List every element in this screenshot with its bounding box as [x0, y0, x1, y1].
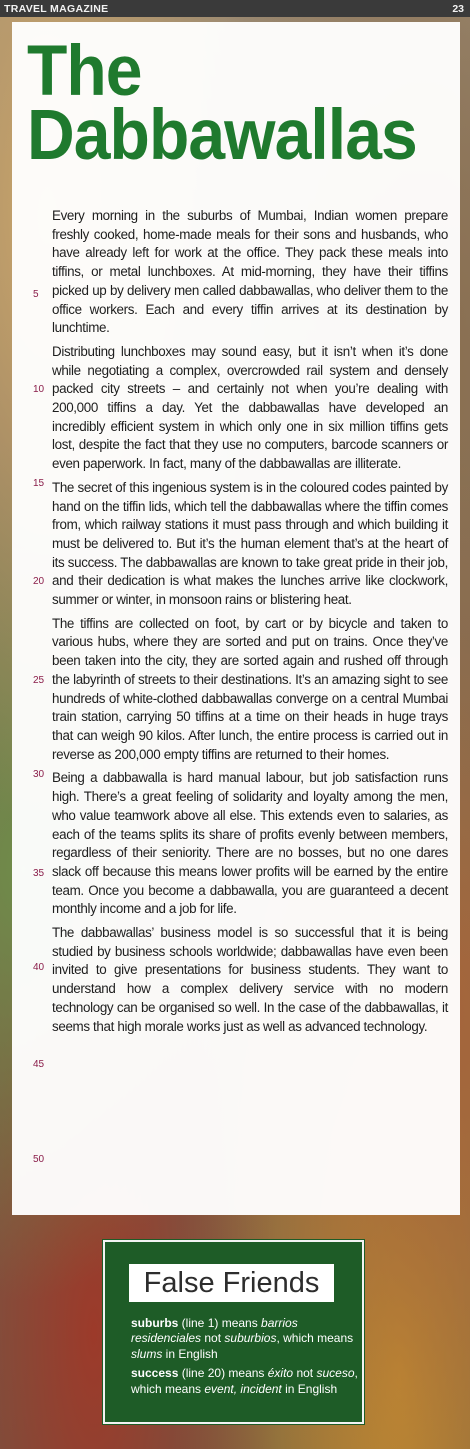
- line-number: 10: [33, 384, 45, 395]
- entry-text: (line 1) means: [178, 1316, 262, 1330]
- line-number: 5: [33, 289, 39, 300]
- spanish-false-friend: suceso: [316, 1366, 355, 1381]
- false-friend-term: success: [131, 1366, 179, 1381]
- article-body: [52, 207, 448, 1041]
- spanish-meaning: barrios residenciales: [131, 1316, 298, 1346]
- false-friend-entry: [131, 1366, 359, 1397]
- entry-text: in English: [281, 1381, 338, 1396]
- false-friends-box: [103, 1240, 364, 1424]
- entry-text: , which means: [276, 1331, 354, 1346]
- entry-text: (line 20) means: [178, 1366, 268, 1381]
- line-number: 50: [33, 1154, 45, 1165]
- page-number: 23: [452, 2, 464, 15]
- entry-text: in English: [162, 1346, 218, 1361]
- false-friend-term: suburbs: [131, 1316, 179, 1330]
- english-meaning: event, incident: [204, 1381, 282, 1396]
- article-paragraph: The tiffins are collected on foot, by cart or by bicycle and taken to various hubs, where they are sorted and put on trains. Once they’ve been taken into the city, they are sorted again and rushed off through the labyrinth of streets to their destinations. It’s an amazing sight to see hundreds of white-clothed dabbawallas converge on a central Mumbai train station, carrying 50 tiffins at a time on their heads in huge trays that can weigh 90 kilos. After lunch, the entire process is carried out in reverse as 200,000 empty tiffins are returned to their homes.: [52, 615, 448, 762]
- article-title: [27, 32, 418, 175]
- article-paragraph: Distributing lunchboxes may sound easy, but it isn’t when it’s done while negotiating a complex, overcrowded rail system and densely packed city streets – and certainly not when you’re dealing with 200,000 tiffins a day. Yet the dabbawallas have developed an incredibly efficient system in which only one in six million tiffins gets lost, despite the fact that they use no computers, barcode scanners or even paperwork. In fact, many of the dabbawallas are illiterate.: [52, 343, 448, 472]
- line-number: 40: [33, 962, 45, 973]
- title-line-1: The: [27, 32, 142, 111]
- entry-text: , which means: [131, 1366, 358, 1396]
- false-friend-entry: [131, 1316, 359, 1362]
- line-number: 45: [33, 1059, 45, 1070]
- magazine-name: TRAVEL MAGAZINE: [4, 2, 109, 15]
- entry-text: not: [201, 1331, 225, 1346]
- magazine-header-bar: [0, 0, 470, 17]
- false-friends-title: False Friends: [129, 1264, 334, 1302]
- article-paragraph: Being a dabbawalla is hard manual labour, but job satisfaction runs high. There’s a great feeling of solidarity and loyalty among the men, who value teamwork above all else. This extends even to salaries, as each of the teams splits its share of profits evenly between members, regardless of their seniority. There are no bosses, but no one dares slack off because this means lower profits will be earned by the entire team. Once you become a dabbawalla, you are guaranteed a decent monthly income and a job for life.: [52, 770, 448, 917]
- false-friends-body: [131, 1316, 359, 1401]
- entry-text: not: [293, 1366, 317, 1381]
- line-number: 25: [33, 675, 45, 686]
- title-line-2: Dabbawallas: [27, 96, 417, 175]
- spanish-meaning: éxito: [267, 1366, 294, 1381]
- article-paragraph: Every morning in the suburbs of Mumbai, Indian women prepare freshly cooked, home-made meals for their sons and husbands, who have already left for work at the office. They pack these meals into tiffins, or metal lunchboxes. At mid-morning, they have their tiffins picked up by delivery men called dabbawallas, who deliver them to the office workers. Each and every tiffin arrives at its destination by lunchtime.: [52, 208, 448, 336]
- article-paragraph: The dabbawallas’ business model is so successful that it is being studied by business schools worldwide; dabbawallas have even been invited to give presentations for business students. They want to understand how a complex delivery service with no modern technology can be organised so well. In the case of the dabbawallas, it seems that high morale works just as well as advanced technology.: [52, 925, 448, 1034]
- line-number: 15: [33, 478, 45, 489]
- article-paragraph: The secret of this ingenious system is in the coloured codes painted by hand on the tiffin lids, which tell the dabbawallas where the tiffin comes from, which railway stations it must pass through and which building it must be delivered to. But it’s the human element that’s at the heart of its success. The dabbawallas are known to take great pride in their job, and their dedication is what makes the lunches arrive like clockwork, summer or winter, in monsoon rains or blistering heat.: [52, 479, 448, 608]
- line-number: 35: [33, 868, 45, 879]
- spanish-false-friend: suburbios: [224, 1331, 277, 1346]
- line-number: 30: [33, 769, 45, 780]
- english-meaning: slums: [131, 1346, 163, 1361]
- line-number: 20: [33, 576, 45, 587]
